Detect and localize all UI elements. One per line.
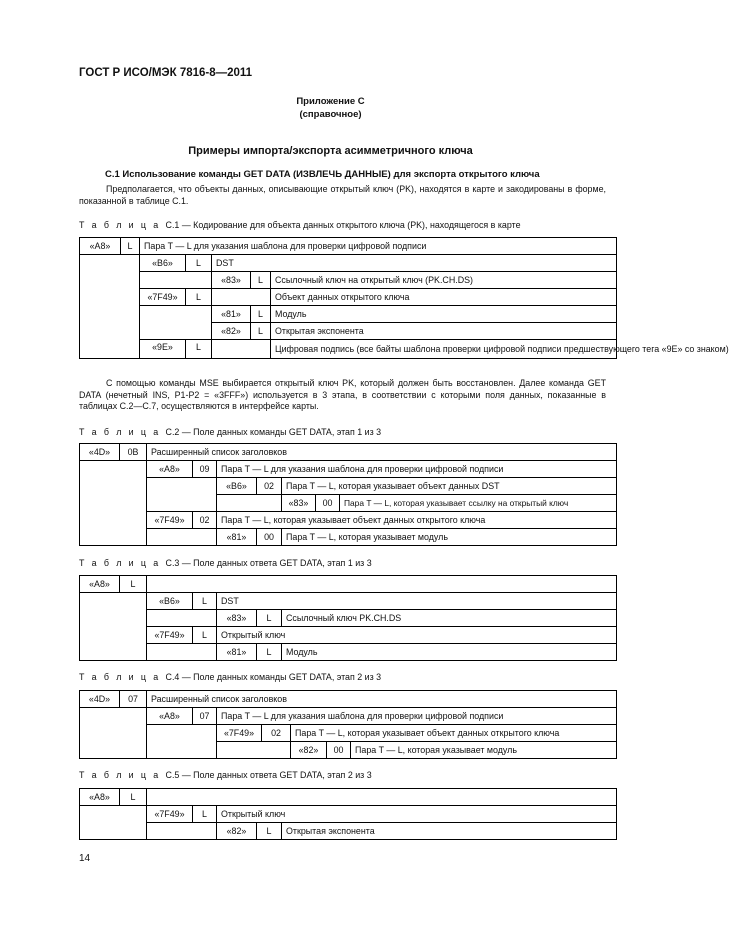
table-c4 <box>79 690 617 759</box>
table-caption <box>79 770 372 780</box>
table-cell: «9E» <box>140 340 186 359</box>
table-row <box>80 576 617 593</box>
table-cell: «81» <box>212 306 251 323</box>
table-cell: 02 <box>262 725 291 742</box>
table-cell: Пара T — L, которая указывает объект данных открытого ключа <box>291 725 617 742</box>
table-cell: Модуль <box>282 644 617 661</box>
section-heading: C.1 Использование команды GET DATA (ИЗВЛЕЧЬ ДАННЫЕ) для экспорта открытого ключа <box>105 169 540 180</box>
table-cell: «7F49» <box>217 725 262 742</box>
table-row <box>80 255 617 272</box>
table-cell: «82» <box>217 823 257 840</box>
table-cell: 02 <box>193 512 217 529</box>
table-row <box>80 725 617 742</box>
table-cell: «A8» <box>147 461 193 478</box>
document-header: ГОСТ Р ИСО/МЭК 7816-8—2011 <box>79 67 253 79</box>
table-cell: DST <box>212 255 617 272</box>
table-number: C.2 <box>165 427 180 437</box>
table-cell: Пара T — L для указания шаблона для проверки цифровой подписи <box>217 708 617 725</box>
table-caption <box>79 558 372 568</box>
table-row <box>80 593 617 610</box>
table-cell: Открытая экспонента <box>271 323 617 340</box>
table-cell: Ссылочный ключ на открытый ключ (PK.CH.DS) <box>271 272 617 289</box>
table-word: Т а б л и ц а <box>79 427 161 437</box>
table-cell: Открытая экспонента <box>282 823 617 840</box>
paragraph-intro: Предполагается, что объекты данных, описывающие открытый ключ (PK), находятся в карте и закодированы в форме, показанной в таблице C.1. <box>79 184 606 206</box>
table-cell: L <box>257 823 282 840</box>
table-cell: L <box>186 255 212 272</box>
table-cell: Пара T — L, которая указывает модуль <box>351 742 617 759</box>
table-cell: «7F49» <box>147 806 193 823</box>
table-number: C.1 <box>165 220 180 230</box>
table-row <box>80 789 617 806</box>
table-cell: DST <box>217 593 617 610</box>
table-cell: 00 <box>316 495 340 512</box>
table-cell: «A8» <box>80 238 121 255</box>
page-number: 14 <box>79 853 91 864</box>
table-row <box>80 806 617 823</box>
annex-title: Приложение C <box>296 96 365 107</box>
table-cell: «83» <box>282 495 316 512</box>
table-row <box>80 512 617 529</box>
table-title: — Поле данных ответа GET DATA, этап 1 из 3 <box>181 558 372 568</box>
table-cell: L <box>257 610 282 627</box>
table-row <box>80 529 617 546</box>
table-cell: «82» <box>291 742 327 759</box>
table-caption <box>79 220 521 230</box>
table-caption <box>79 672 381 682</box>
table-cell: Расширенный список заголовков <box>147 444 617 461</box>
table-cell: L <box>251 323 271 340</box>
table-row <box>80 289 617 306</box>
table-cell: Объект данных открытого ключа <box>271 289 617 306</box>
table-c1 <box>79 237 729 359</box>
annex-heading: Примеры импорта/экспорта асимметричного ключа <box>188 145 473 157</box>
table-row <box>80 610 617 627</box>
table-cell: Пара T — L для указания шаблона для проверки цифровой подписи <box>217 461 617 478</box>
table-cell: Ссылочный ключ PK.CH.DS <box>282 610 617 627</box>
table-row <box>80 323 617 340</box>
table-cell: 09 <box>193 461 217 478</box>
table-cell: «4D» <box>80 444 120 461</box>
annex-status: (справочное) <box>299 109 362 120</box>
table-c2 <box>79 443 617 546</box>
table-cell: 00 <box>257 529 282 546</box>
table-cell: Пара T — L, которая указывает модуль <box>282 529 617 546</box>
table-cell: L <box>257 644 282 661</box>
table-cell: «B6» <box>140 255 186 272</box>
table-word: Т а б л и ц а <box>79 558 161 568</box>
table-row <box>80 272 617 289</box>
table-word: Т а б л и ц а <box>79 220 161 230</box>
table-cell: L <box>193 806 217 823</box>
table-cell: 0B <box>120 444 147 461</box>
table-row <box>80 644 617 661</box>
table-cell: L <box>120 789 147 806</box>
table-cell: 07 <box>120 691 147 708</box>
table-cell: Пара T — L, которая указывает ссылку на открытый ключ <box>340 495 617 512</box>
table-cell: «B6» <box>217 478 257 495</box>
table-cell: «B6» <box>147 593 193 610</box>
table-row <box>80 478 617 495</box>
table-cell: «81» <box>217 529 257 546</box>
table-row <box>80 238 617 255</box>
table-cell: L <box>120 576 147 593</box>
table-number: C.4 <box>165 672 180 682</box>
table-row <box>80 461 617 478</box>
table-cell: «83» <box>217 610 257 627</box>
table-caption <box>79 427 381 437</box>
table-cell: L <box>193 593 217 610</box>
paragraph-description: С помощью команды MSE выбирается открытый ключ PK, который должен быть восстановлен. Далее команда GET DATA (нечетный INS, P1-P2 = «3FFF») используется в 3 этапа, в соответствии с которыми поля данных, показанные в таблицах C.2—C.7, осуществляются в интерфейсе карты. <box>79 378 606 411</box>
table-cell: 00 <box>327 742 351 759</box>
table-title: — Поле данных ответа GET DATA, этап 2 из 3 <box>181 770 372 780</box>
table-cell: Открытый ключ <box>217 627 617 644</box>
table-cell: Пара T — L, которая указывает объект данных DST <box>282 478 617 495</box>
table-cell: «4D» <box>80 691 120 708</box>
table-c5 <box>79 788 617 840</box>
table-title: — Кодирование для объекта данных открытого ключа (PK), находящегося в карте <box>181 220 521 230</box>
table-word: Т а б л и ц а <box>79 672 161 682</box>
table-cell: «82» <box>212 323 251 340</box>
table-cell: Пара T — L, которая указывает объект данных открытого ключа <box>217 512 617 529</box>
table-cell: L <box>251 306 271 323</box>
table-cell: «83» <box>212 272 251 289</box>
table-row <box>80 627 617 644</box>
table-cell: «81» <box>217 644 257 661</box>
table-cell: «A8» <box>80 789 120 806</box>
table-cell: L <box>186 289 212 306</box>
table-word: Т а б л и ц а <box>79 770 161 780</box>
table-row <box>80 495 617 512</box>
table-cell: Расширенный список заголовков <box>147 691 617 708</box>
table-row <box>80 340 617 359</box>
table-cell: L <box>193 627 217 644</box>
table-cell: Цифровая подпись (все байты шаблона проверки цифровой подписи предшествующего тега «9E» со знаком) <box>271 340 617 359</box>
table-row <box>80 444 617 461</box>
table-title: — Поле данных команды GET DATA, этап 1 из 3 <box>181 427 382 437</box>
table-cell: Пара T — L для указания шаблона для проверки цифровой подписи <box>140 238 617 255</box>
table-cell: «A8» <box>80 576 120 593</box>
table-number: C.5 <box>165 770 180 780</box>
table-c3 <box>79 575 617 661</box>
table-cell: Открытый ключ <box>217 806 617 823</box>
table-cell: L <box>121 238 140 255</box>
table-cell: L <box>251 272 271 289</box>
table-cell: 07 <box>193 708 217 725</box>
table-number: C.3 <box>165 558 180 568</box>
table-cell: «7F49» <box>147 512 193 529</box>
table-row <box>80 823 617 840</box>
table-row <box>80 306 617 323</box>
table-row <box>80 708 617 725</box>
table-cell: «A8» <box>147 708 193 725</box>
table-cell: 02 <box>257 478 282 495</box>
table-cell: L <box>186 340 212 359</box>
table-cell: «7F49» <box>147 627 193 644</box>
table-title: — Поле данных команды GET DATA, этап 2 из 3 <box>181 672 382 682</box>
table-cell: «7F49» <box>140 289 186 306</box>
table-cell: Модуль <box>271 306 617 323</box>
table-row <box>80 742 617 759</box>
table-row <box>80 691 617 708</box>
